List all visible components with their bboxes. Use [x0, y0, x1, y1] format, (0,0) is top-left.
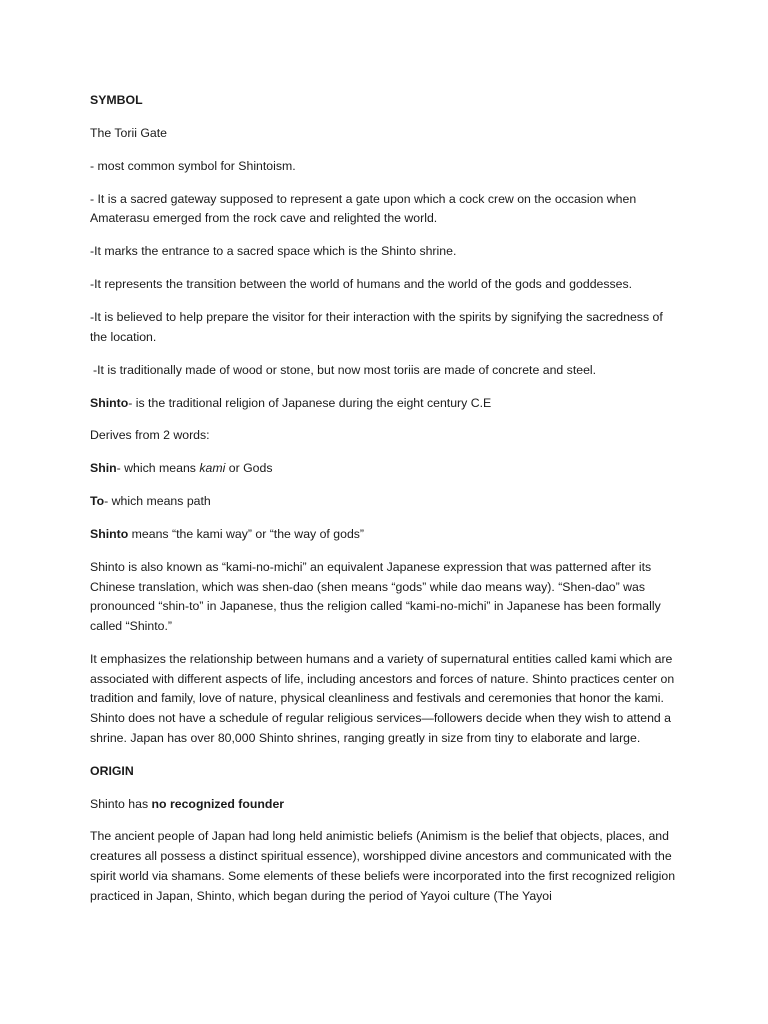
shinto-means-line	[90, 525, 682, 545]
torii-title: The Torii Gate	[90, 125, 168, 140]
shin-post: or Gods	[225, 461, 273, 476]
bullet-1: - most common symbol for Shintoism.	[90, 158, 296, 173]
founder-line	[90, 795, 682, 815]
shin-line	[90, 459, 682, 479]
bullet-3: -It marks the entrance to a sacred space which is the Shinto shrine.	[90, 244, 457, 259]
paragraph-emphasizes: It emphasizes the relationship between humans and a variety of supernatural entities called kami which are associated with different aspects of life, including ancestors and forces of nature. Shinto practices center on tradition and family, love of nature, physical cleanliness and festivals and ceremonies that honor the kami. Shinto does not have a schedule of regular religious services—followers decide when they wish to attend a shrine. Japan has over 80,000 Shinto shrines, ranging greatly in size from tiny to elaborate and large.	[90, 651, 675, 745]
shinto-definition	[90, 394, 682, 414]
shin-pre: - which means	[116, 461, 200, 476]
founder-bold: no recognized founder	[151, 796, 285, 811]
derives-line: Derives from 2 words:	[90, 428, 210, 443]
bullet-6: -It is traditionally made of wood or stone, but now most toriis are made of concrete and steel.	[93, 362, 597, 377]
shinto-term: Shinto	[90, 395, 129, 410]
shinto-means-term: Shinto	[90, 527, 129, 542]
kami-word: kami	[199, 461, 226, 476]
to-text: - which means path	[104, 494, 211, 509]
bullet-5: -It is believed to help prepare the visitor for their interaction with the spirits by signifying the sacredness of the location.	[90, 310, 663, 344]
bullet-2: - It is a sacred gateway supposed to represent a gate upon which a cock crew on the occasion when Amaterasu emerged from the rock cave and relighted the world.	[90, 191, 637, 226]
paragraph-known-as: Shinto is also known as “kami-no-michi” an equivalent Japanese expression that was patterned after its Chinese translation, which was shen-dao (shen means “gods” while dao means way). “Shen-dao” was pronounced “shin-to” in Japanese, thus the religion called “kami-no-michi” in Japanese has been formally called “Shinto.”	[90, 559, 661, 634]
to-term: To	[90, 494, 105, 509]
shinto-means-text: means “the kami way” or “the way of gods”	[128, 527, 365, 542]
shin-term: Shin	[90, 461, 117, 476]
symbol-heading: SYMBOL	[90, 93, 143, 107]
founder-pre: Shinto has	[90, 796, 152, 811]
paragraph-ancient: The ancient people of Japan had long held animistic beliefs (Animism is the belief that objects, places, and creatures all possess a distinct spiritual essence), worshipped divine ancestors and communicated with the spirit world via shamans. Some elements of these beliefs were incorporated into the first recognized religion practiced in Japan, Shinto, which began during the period of Yayoi culture (The Yayoi	[90, 829, 676, 903]
shinto-definition-text: - is the traditional religion of Japanese during the eight century C.E	[128, 395, 492, 410]
bullet-4: -It represents the transition between the world of humans and the world of the gods and goddesses.	[90, 277, 633, 292]
to-line	[90, 492, 682, 512]
origin-heading: ORIGIN	[90, 763, 134, 778]
